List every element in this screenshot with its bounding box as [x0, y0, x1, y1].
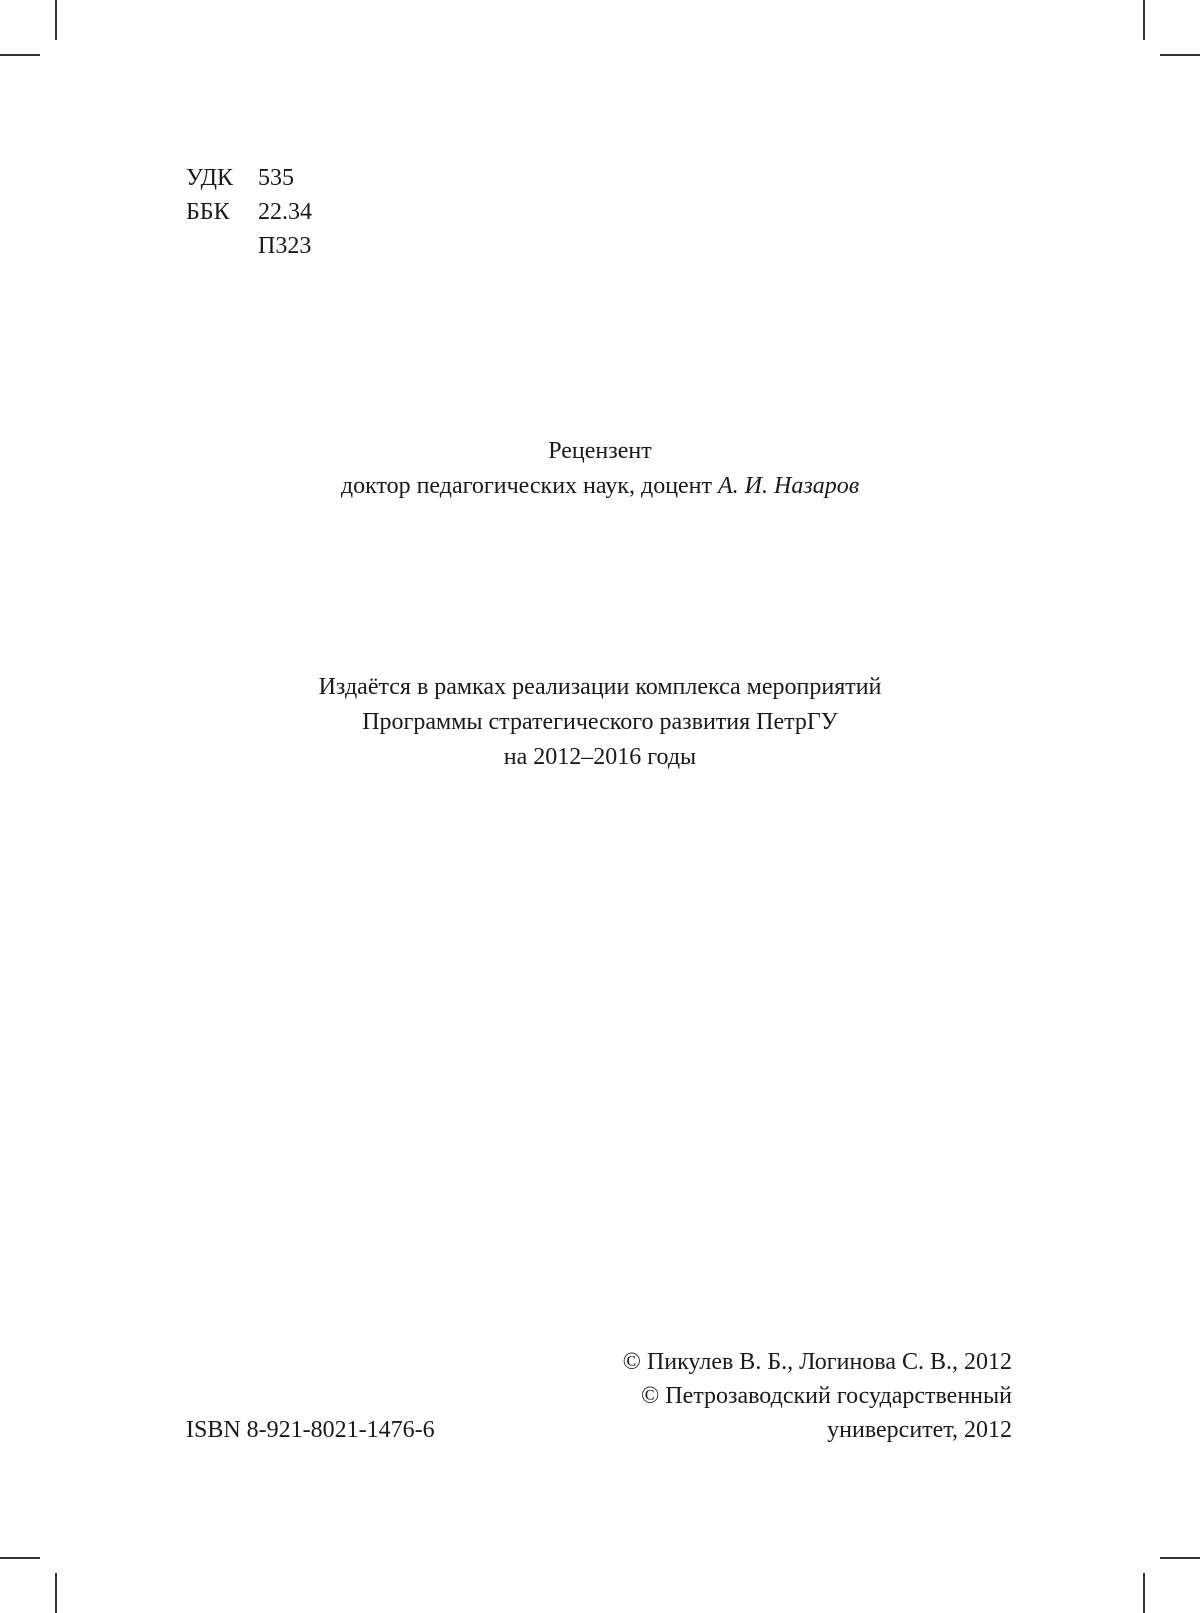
reviewer-credentials: доктор педагогических наук, доцент	[340, 473, 713, 499]
classification-block	[186, 161, 312, 263]
copyright-line-1: © Пикулев В. Б., Логинова С. В., 2012	[622, 1349, 1012, 1375]
publication-note-line-2: Программы стратегического развития ПетрГУ	[362, 709, 838, 735]
copyright-block	[623, 1345, 1012, 1447]
copyright-line-2: © Петрозаводский государственный	[641, 1383, 1012, 1409]
crop-mark-bottom-left-vertical	[55, 1573, 57, 1613]
crop-mark-top-right-vertical	[1143, 0, 1145, 40]
crop-mark-top-left-horizontal	[0, 54, 40, 56]
crop-mark-bottom-right-vertical	[1143, 1573, 1145, 1613]
publication-note-line-3: на 2012–2016 годы	[503, 744, 697, 770]
author-mark-row	[186, 229, 312, 263]
crop-mark-bottom-right-horizontal	[1160, 1557, 1200, 1559]
isbn: ISBN 8-921-8021-1476-6	[186, 1417, 435, 1443]
author-mark-spacer	[186, 229, 258, 263]
reviewer-name: А. И. Назаров	[718, 473, 860, 499]
reviewer-line	[0, 469, 1200, 504]
bbk-row	[186, 195, 312, 229]
crop-mark-bottom-left-horizontal	[0, 1557, 40, 1559]
reviewer-heading: Рецензент	[548, 438, 652, 464]
udk-label: УДК	[186, 165, 233, 191]
reviewer-block	[0, 434, 1200, 504]
publication-note	[0, 670, 1200, 775]
copyright-line-3: университет, 2012	[827, 1417, 1012, 1443]
bbk-label: ББК	[186, 199, 230, 225]
publication-note-line-1: Издаётся в рамках реализации комплекса мероприятий	[318, 674, 882, 700]
author-mark: П323	[258, 233, 312, 259]
bbk-value: 22.34	[258, 199, 312, 225]
udk-row	[186, 161, 312, 195]
crop-mark-top-left-vertical	[55, 0, 57, 40]
udk-value: 535	[258, 165, 294, 191]
crop-mark-top-right-horizontal	[1160, 54, 1200, 56]
